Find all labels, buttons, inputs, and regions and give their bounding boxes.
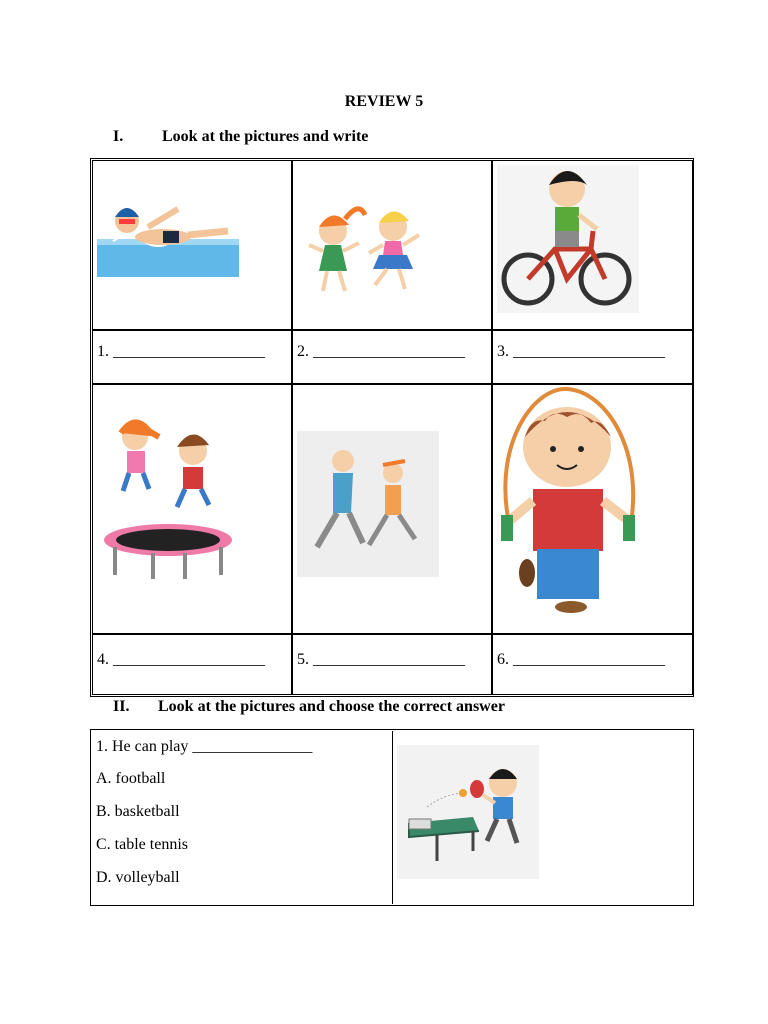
answer-cell-5: [292, 634, 492, 695]
option-c[interactable]: C. table tennis: [96, 836, 188, 853]
option-d[interactable]: D. volleyball: [96, 869, 180, 886]
section-2-heading: [113, 698, 673, 718]
page-title: REVIEW 5: [344, 93, 424, 110]
answer-line-4[interactable]: 4. ___________________: [97, 651, 265, 668]
section-1-table: [90, 158, 694, 697]
section-2-table: [90, 729, 694, 906]
question-stem: 1. He can play _______________: [96, 738, 313, 755]
answer-line-1[interactable]: 1. ___________________: [97, 343, 265, 360]
picture-cell-4: [92, 384, 292, 634]
question-cell: [92, 731, 393, 904]
picture-cell-2: [292, 160, 492, 330]
answer-line-6[interactable]: 6. ___________________: [497, 651, 665, 668]
answer-line-5[interactable]: 5. ___________________: [297, 651, 465, 668]
picture-cell-1: [92, 160, 292, 330]
picture-cell-5: [292, 384, 492, 634]
section-1-heading: [113, 128, 513, 148]
running-picture: [293, 385, 492, 634]
trampoline-picture: [93, 385, 292, 634]
answer-cell-3: [492, 330, 693, 384]
option-a[interactable]: A. football: [96, 770, 166, 787]
section-2-text: Look at the pictures and choose the correct answer: [158, 698, 505, 715]
picture-cell-6: [492, 384, 693, 634]
table-tennis-picture: [393, 731, 692, 904]
answer-line-2[interactable]: 2. ___________________: [297, 343, 465, 360]
dancing-picture: [293, 161, 492, 330]
answer-cell-6: [492, 634, 693, 695]
answer-cell-2: [292, 330, 492, 384]
option-b[interactable]: B. basketball: [96, 803, 180, 820]
section-1-text: Look at the pictures and write: [162, 128, 369, 145]
jumping-rope-picture: [493, 385, 693, 634]
answer-cell-1: [92, 330, 292, 384]
cycling-picture: [493, 161, 693, 330]
answer-line-3[interactable]: 3. ___________________: [497, 343, 665, 360]
swimming-picture: [93, 161, 292, 330]
picture-cell-3: [492, 160, 693, 330]
question-picture-cell: [393, 731, 692, 904]
answer-cell-4: [92, 634, 292, 695]
section-1-number: I.: [113, 128, 124, 145]
section-2-number: II.: [113, 698, 130, 715]
